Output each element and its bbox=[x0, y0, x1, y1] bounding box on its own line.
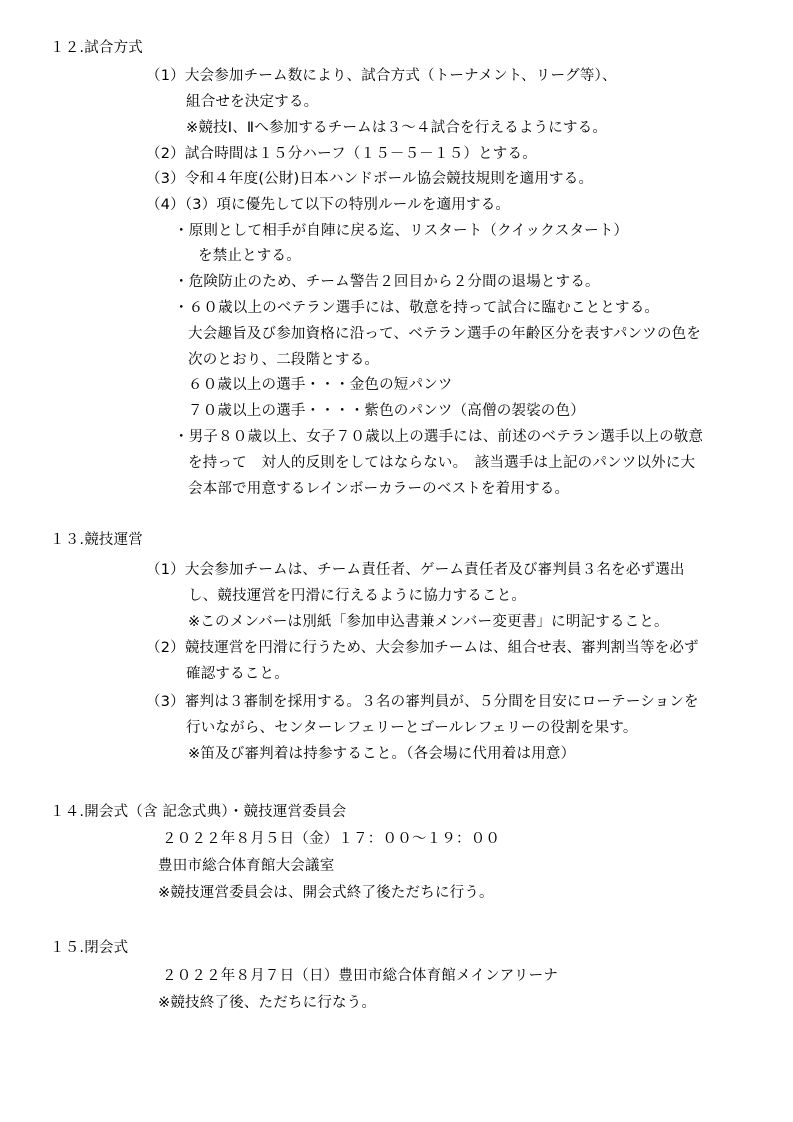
special-rule-2: ・危険防止のため、チーム警告２回目から２分間の退場とする。 bbox=[174, 274, 600, 290]
section-12-item-4: （4）（3）項に優先して以下の特別ルールを適用する。 bbox=[146, 197, 511, 213]
special-rule-4-cont-2: 会本部で用意するレインボーカラーのベストを着用する。 bbox=[188, 481, 570, 497]
special-rule-4-cont-1: を持って 対人的反則をしてはならない。 該当選手は上記のパンツ以外に大 bbox=[188, 455, 696, 471]
special-rule-1: ・原則として相手が自陣に戻る迄、リスタート（クイックスタート） bbox=[174, 223, 629, 239]
closing-ceremony-datetime-venue: ２０２２年８月７日（日）豊田市総合体育館メインアリーナ bbox=[162, 968, 559, 984]
section-12-item-1: （1）大会参加チーム数により、試合方式（トーナメント、リーグ等）、 bbox=[146, 68, 617, 84]
section-15-heading: １５.閉会式 bbox=[50, 940, 129, 956]
section-13-item-1-note: ※このメンバーは別紙「参加申込書兼メンバー変更書」に明記すること。 bbox=[188, 614, 669, 630]
special-rule-3-cont-2: 次のとおり、二段階とする。 bbox=[188, 352, 380, 368]
section-12-item-1-note: ※競技Ⅰ、Ⅱへ参加するチームは３～４試合を行えるようにする。 bbox=[186, 120, 608, 136]
section-12-item-3: （3）令和４年度(公財)日本ハンドボール協会競技規則を適用する。 bbox=[146, 171, 594, 187]
special-rule-1-cont: を禁止とする。 bbox=[198, 248, 301, 264]
section-13-item-2: （2）競技運営を円滑に行うため、大会参加チームは、組合せ表、審判割当等を必ず bbox=[146, 640, 699, 656]
section-12-item-1-cont: 組合せを決定する。 bbox=[186, 94, 319, 110]
special-rule-4: ・男子８０歳以上、女子７０歳以上の選手には、前述のベテラン選手以上の敬意 bbox=[174, 429, 704, 445]
section-12-heading: １２.試合方式 bbox=[50, 40, 144, 56]
section-13-heading: １３.競技運営 bbox=[50, 532, 144, 548]
section-13-item-1-cont: し、競技運営を円滑に行えるように協力すること。 bbox=[188, 588, 527, 604]
opening-ceremony-venue: 豊田市総合体育館大会議室 bbox=[158, 858, 335, 874]
section-13-item-3-cont: 行いながら、センターレフェリーとゴールレフェリーの役割を果す。 bbox=[186, 720, 638, 736]
veteran-60-rule: ６０歳以上の選手・・・金色の短パンツ bbox=[188, 377, 453, 393]
closing-ceremony-note: ※競技終了後、ただちに行なう。 bbox=[158, 995, 377, 1011]
opening-ceremony-note: ※競技運営委員会は、開会式終了後ただちに行う。 bbox=[158, 885, 494, 901]
section-13-item-2-cont: 確認すること。 bbox=[186, 666, 289, 682]
section-13-item-1: （1）大会参加チームは、チーム責任者、ゲーム責任者及び審判員３名を必ず選出 bbox=[146, 562, 685, 578]
special-rule-3: ・６０歳以上のベテラン選手には、敬意を持って試合に臨むこととする。 bbox=[174, 300, 660, 316]
section-13-item-3-note: ※笛及び審判着は持参すること。（各会場に代用着は用意） bbox=[188, 746, 576, 762]
veteran-70-rule: ７０歳以上の選手・・・・紫色のパンツ（高僧の袈裟の色） bbox=[188, 403, 585, 419]
section-14-heading: １４.開会式（含 記念式典）・競技運営委員会 bbox=[50, 804, 347, 820]
section-12-item-2: （2）試合時間は１５分ハーフ（１５－５－１５）とする。 bbox=[146, 146, 537, 162]
opening-ceremony-datetime: ２０２２年８月５日（金）１７：００～１９：００ bbox=[162, 831, 501, 847]
special-rule-3-cont-1: 大会趣旨及び参加資格に沿って、ベテラン選手の年齢区分を表すパンツの色を bbox=[188, 326, 702, 342]
section-13-item-3: （3）審判は３審制を採用する。３名の審判員が、５分間を目安にローテーションを bbox=[146, 694, 699, 710]
